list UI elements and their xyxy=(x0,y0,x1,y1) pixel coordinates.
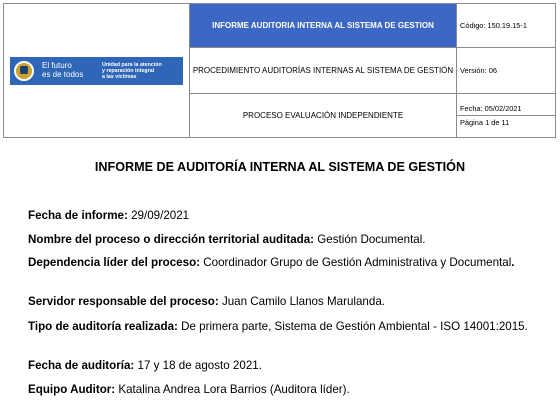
document-code: Código: 150.19.15-1 xyxy=(457,4,556,48)
colombia-seal-icon xyxy=(14,61,34,81)
document-date: Fecha: 05/02/2021 xyxy=(457,102,555,116)
field-responsible-officer: Servidor responsable del proceso: Juan Camilo Llanos Marulanda. xyxy=(28,295,385,308)
field-lead-department: Dependencia líder del proceso: Coordinador Grupo de Gestión Administrativa y Documental. xyxy=(28,256,515,269)
document-version: Versión: 06 xyxy=(457,48,556,94)
field-report-date: Fecha de informe: 29/09/2021 xyxy=(28,209,190,222)
field-process-name: Nombre del proceso o dirección territorial auditada: Gestión Documental. xyxy=(28,233,426,246)
field-audit-date: Fecha de auditoría: 17 y 18 de agosto 2021. xyxy=(28,359,262,372)
page-number: Página 1 de 11 xyxy=(460,118,510,127)
report-title: INFORME AUDITORIA INTERNA AL SISTEMA DE GESTION xyxy=(190,4,457,48)
entity-logo xyxy=(10,57,183,85)
field-audit-type: Tipo de auditoría realizada: De primera parte, Sistema de Gestión Ambiental - ISO 14001:2015. xyxy=(28,320,528,333)
process-name: PROCESO EVALUACIÓN INDEPENDIENTE xyxy=(190,94,457,138)
document-heading: INFORME DE AUDITORÍA INTERNA AL SISTEMA DE GESTIÓN xyxy=(94,160,466,174)
document-header-table xyxy=(3,3,556,138)
field-audit-team: Equipo Auditor: Katalina Andrea Lora Barrios (Auditora líder). xyxy=(28,383,350,396)
logo-slogan: El futuro es de todos xyxy=(42,61,84,79)
logo-cell xyxy=(4,4,190,138)
date-page-cell xyxy=(457,94,556,138)
procedure-name: PROCEDIMIENTO AUDITORÍAS INTERNAS AL SISTEMA DE GESTIÓN xyxy=(190,48,457,94)
logo-entity-name: Unidad para la atención y reparación integral a las víctimas xyxy=(102,61,162,80)
